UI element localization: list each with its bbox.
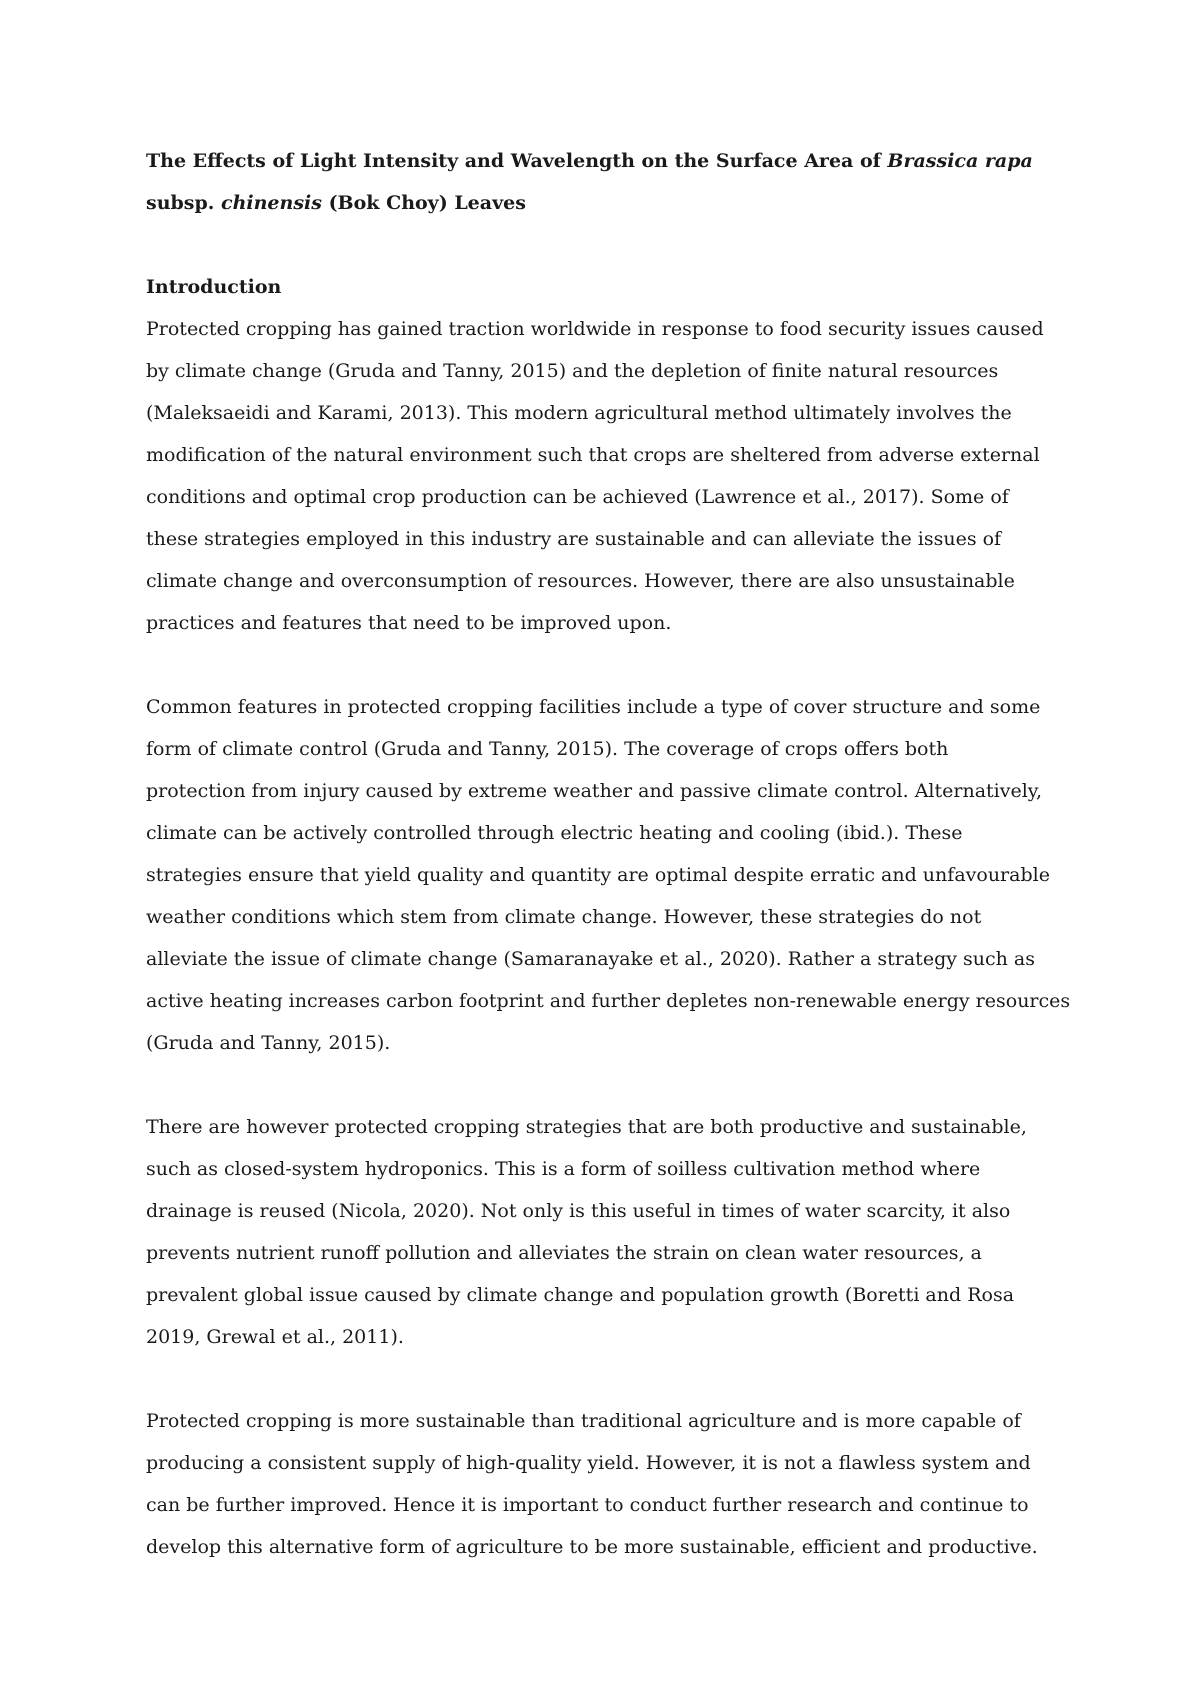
paragraph-line: conditions and optimal crop production can be achieved (Lawrence et al., 2017). Some of [146, 486, 1009, 508]
paragraph-1 [146, 308, 1066, 644]
paragraph-line: prevents nutrient runoff pollution and alleviates the strain on clean water resources, a [146, 1242, 982, 1264]
paragraph-line: alleviate the issue of climate change (Samaranayake et al., 2020). Rather a strategy such as [146, 948, 1035, 970]
document-title [146, 140, 1066, 224]
paragraph-line: drainage is reused (Nicola, 2020). Not only is this useful in times of water scarcity, it also [146, 1200, 1011, 1222]
title-line-1 [146, 140, 1066, 182]
paragraph-line: active heating increases carbon footprint and further depletes non-renewable energy resources [146, 990, 1071, 1012]
paragraph-line: develop this alternative form of agriculture to be more sustainable, efficient and productive. [146, 1536, 1038, 1558]
paragraph-2 [146, 686, 1071, 1064]
paragraph-line: modification of the natural environment such that crops are sheltered from adverse external [146, 444, 1040, 466]
paragraph-4 [146, 1400, 1066, 1568]
paragraph-line: practices and features that need to be improved upon. [146, 612, 672, 634]
document-page [146, 140, 1071, 1568]
title-line-2 [146, 182, 1066, 224]
body-paragraphs [146, 308, 1071, 1568]
title-subspecies: chinensis [221, 192, 322, 214]
paragraph-line: Protected cropping has gained traction worldwide in response to food security issues caused [146, 318, 1044, 340]
paragraph-line: producing a consistent supply of high-quality yield. However, it is not a flawless system and [146, 1452, 1031, 1474]
paragraph-line: can be further improved. Hence it is important to conduct further research and continue to [146, 1494, 1029, 1516]
section-heading-introduction: Introduction [146, 276, 282, 298]
paragraph-line: such as closed-system hydroponics. This is a form of soilless cultivation method where [146, 1158, 981, 1180]
paragraph-line: form of climate control (Gruda and Tanny, 2015). The coverage of crops offers both [146, 738, 949, 760]
title-species-genus: Brassica rapa [887, 150, 1033, 172]
paragraph-line: (Maleksaeidi and Karami, 2013). This modern agricultural method ultimately involves the [146, 402, 1012, 424]
paragraph-line: prevalent global issue caused by climate change and population growth (Boretti and Rosa [146, 1284, 1015, 1306]
paragraph-line: climate can be actively controlled through electric heating and cooling (ibid.). These [146, 822, 963, 844]
paragraph-line: climate change and overconsumption of resources. However, there are also unsustainable [146, 570, 1015, 592]
paragraph-line: strategies ensure that yield quality and quantity are optimal despite erratic and unfavourable [146, 864, 1050, 886]
paragraph-line: Protected cropping is more sustainable than traditional agriculture and is more capable of [146, 1410, 1021, 1432]
paragraph-line: protection from injury caused by extreme weather and passive climate control. Alternatively, [146, 780, 1043, 802]
paragraph-line: Common features in protected cropping facilities include a type of cover structure and some [146, 696, 1041, 718]
title-text-1: The Effects of Light Intensity and Wavelength on the Surface Area of [146, 150, 888, 172]
title-text-3: (Bok Choy) Leaves [321, 192, 526, 214]
title-text-2: subsp. [146, 192, 222, 214]
paragraph-line: There are however protected cropping strategies that are both productive and sustainable, [146, 1116, 1027, 1138]
paragraph-line: these strategies employed in this industry are sustainable and can alleviate the issues of [146, 528, 1002, 550]
paragraph-line: by climate change (Gruda and Tanny, 2015) and the depletion of finite natural resources [146, 360, 999, 382]
paragraph-line: (Gruda and Tanny, 2015). [146, 1032, 391, 1054]
paragraph-line: weather conditions which stem from climate change. However, these strategies do not [146, 906, 982, 928]
paragraph-3 [146, 1106, 1066, 1358]
paragraph-line: 2019, Grewal et al., 2011). [146, 1326, 404, 1348]
